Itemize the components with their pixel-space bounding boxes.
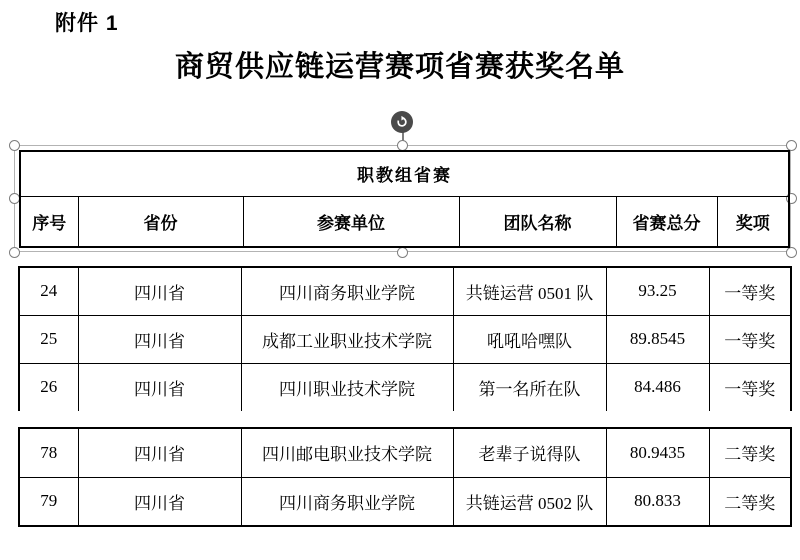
cell-province: 四川省: [78, 267, 241, 315]
cell-seq: 26: [19, 363, 78, 411]
cell-team: 第一名所在队: [453, 363, 606, 411]
cell-team: 老辈子说得队: [453, 428, 606, 477]
cell-score: 80.9435: [606, 428, 709, 477]
column-header-unit: 参赛单位: [243, 196, 459, 247]
rotate-icon: [395, 115, 409, 129]
award-table-header: [19, 150, 790, 248]
page-title: 商贸供应链运营赛项省赛获奖名单: [174, 51, 625, 83]
table-row: [19, 428, 791, 477]
table-row: [20, 196, 789, 247]
cell-award: 二等奖: [709, 428, 791, 477]
cell-unit: 成都工业职业技术学院: [241, 315, 453, 363]
table-row: [19, 267, 791, 315]
table-row: [19, 315, 791, 363]
column-header-award: 奖项: [717, 196, 789, 247]
cell-province: 四川省: [78, 363, 241, 411]
table-row: [19, 477, 791, 526]
cell-unit: 四川商务职业学院: [241, 477, 453, 526]
cell-score: 84.486: [606, 363, 709, 411]
column-header-score: 省赛总分: [616, 196, 717, 247]
cell-award: 一等奖: [709, 363, 791, 411]
cell-score: 89.8545: [606, 315, 709, 363]
cell-province: 四川省: [78, 428, 241, 477]
cell-award: 二等奖: [709, 477, 791, 526]
resize-handle-bottom-center[interactable]: [397, 247, 408, 258]
cell-team: 吼吼哈嘿队: [453, 315, 606, 363]
cell-award: 一等奖: [709, 267, 791, 315]
column-header-seq: 序号: [20, 196, 78, 247]
table-row: [20, 151, 789, 196]
cell-score: 80.833: [606, 477, 709, 526]
resize-handle-bottom-left[interactable]: [9, 247, 20, 258]
cell-seq: 24: [19, 267, 78, 315]
column-header-team: 团队名称: [459, 196, 616, 247]
cell-seq: 25: [19, 315, 78, 363]
cell-score: 93.25: [606, 267, 709, 315]
cell-unit: 四川职业技术学院: [241, 363, 453, 411]
column-header-province: 省份: [78, 196, 243, 247]
attachment-label: 附件 1: [55, 12, 119, 35]
cell-team: 共链运营 0501 队: [453, 267, 606, 315]
cell-province: 四川省: [78, 315, 241, 363]
resize-handle-bottom-right[interactable]: [786, 247, 797, 258]
cell-seq: 79: [19, 477, 78, 526]
rotate-handle[interactable]: [391, 111, 413, 133]
cell-seq: 78: [19, 428, 78, 477]
award-table-fragment-1: [18, 266, 792, 411]
cell-unit: 四川商务职业学院: [241, 267, 453, 315]
cell-unit: 四川邮电职业技术学院: [241, 428, 453, 477]
cell-award: 一等奖: [709, 315, 791, 363]
table-group-header: 职教组省赛: [20, 151, 789, 196]
cell-province: 四川省: [78, 477, 241, 526]
award-table-fragment-2: [18, 427, 792, 527]
table-row: [19, 363, 791, 411]
cell-team: 共链运营 0502 队: [453, 477, 606, 526]
